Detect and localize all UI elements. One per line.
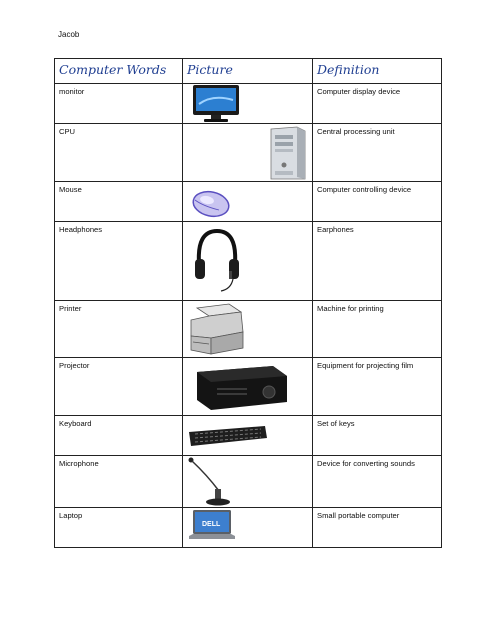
table-row [55,182,442,222]
header-computer-words: Computer Words [55,59,183,84]
mouse-icon [189,186,233,220]
table-row [55,222,442,301]
header-definition: Definition [313,59,442,84]
word-cell: Headphones [55,222,183,301]
projector-icon [195,362,291,412]
table-row [55,416,442,456]
laptop-logo-text: DELL [202,521,221,528]
picture-cell [183,358,313,416]
picture-cell [183,124,313,182]
word-cell: Keyboard [55,416,183,456]
table-row [55,301,442,358]
keyboard-icon [187,422,269,450]
definition-cell: Computer controlling device [313,182,442,222]
table-row [55,508,442,548]
microphone-icon [187,457,237,507]
cpu-tower-icon [263,125,309,181]
picture-cell [183,416,313,456]
picture-cell [183,222,313,301]
word-cell: Mouse [55,182,183,222]
laptop-icon [187,509,237,547]
header-row [55,59,442,84]
picture-cell [183,84,313,124]
header-picture: Picture [183,59,313,84]
table-row [55,358,442,416]
definition-cell: Set of keys [313,416,442,456]
word-cell: CPU [55,124,183,182]
word-cell: Projector [55,358,183,416]
picture-cell [183,508,313,548]
table-row [55,84,442,124]
vocabulary-table [54,58,442,548]
definition-cell: Small portable computer [313,508,442,548]
table-row [55,124,442,182]
word-cell: Laptop [55,508,183,548]
author-name: Jacob [58,30,80,39]
headphones-icon [191,227,243,295]
word-cell: Printer [55,301,183,358]
definition-cell: Device for converting sounds [313,456,442,508]
definition-cell: Computer display device [313,84,442,124]
monitor-icon [191,84,243,124]
word-cell: monitor [55,84,183,124]
picture-cell [183,456,313,508]
picture-cell [183,301,313,358]
definition-cell: Machine for printing [313,301,442,358]
definition-cell: Equipment for projecting film [313,358,442,416]
table-row [55,456,442,508]
picture-cell [183,182,313,222]
definition-cell: Earphones [313,222,442,301]
definition-cell: Central processing unit [313,124,442,182]
word-cell: Microphone [55,456,183,508]
printer-icon [187,302,247,357]
